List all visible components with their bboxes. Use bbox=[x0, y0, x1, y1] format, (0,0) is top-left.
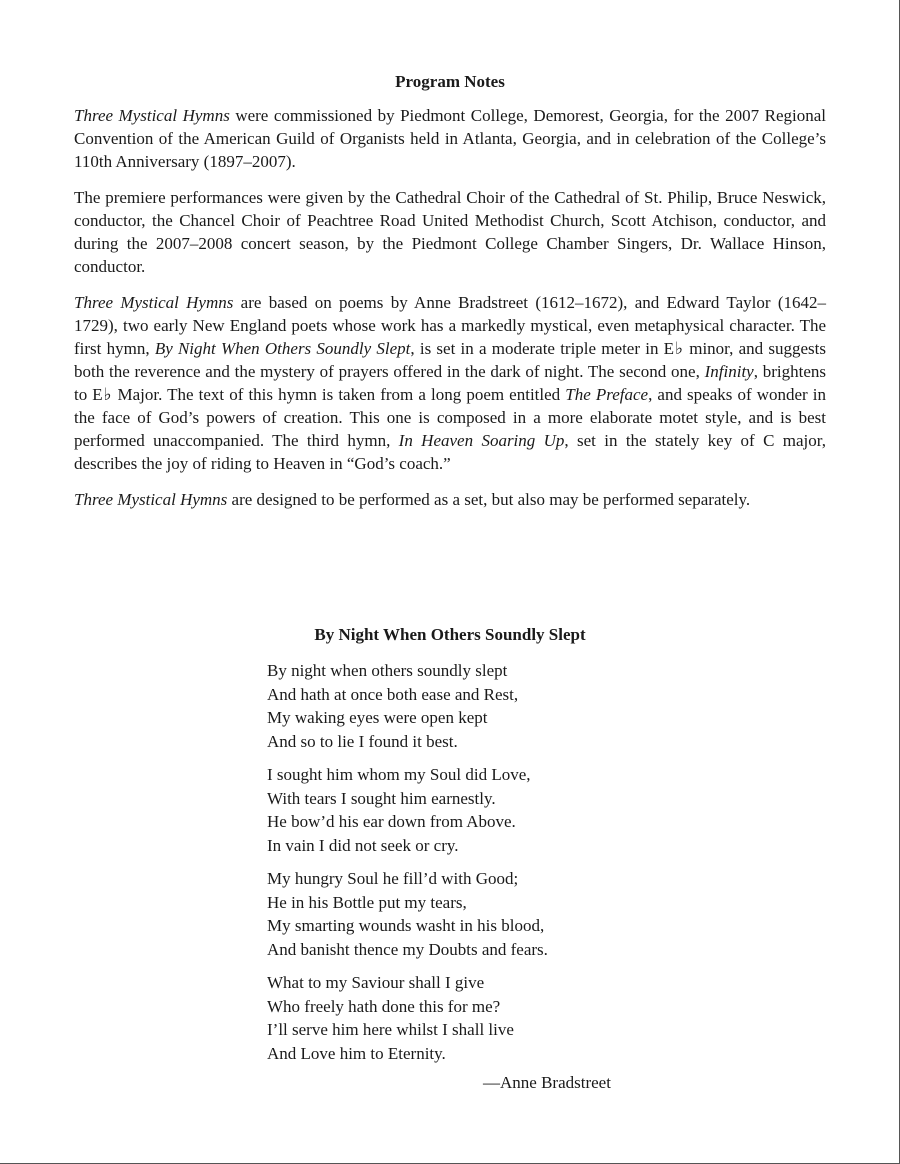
stanza bbox=[267, 971, 667, 1065]
hymn-title: In Heaven Soaring Up bbox=[398, 431, 565, 450]
notes-paragraph-3: Three Mystical Hymns are based on poems by Anne Bradstreet (1612–1672), and Edward Taylor (1642–1729), two early New England poets whose work has a markedly mystical, even metaphysical character. The first hymn, By Night When Others Soundly Slept, is set in a moderate triple meter in E♭ minor, and suggests both the reverence and the mystery of prayers offered in the dark of night. The second one, Infinity, brightens to E♭ Major. The text of this hymn is taken from a long poem entitled The Preface, and speaks of wonder in the face of God’s powers of creation. This one is composed in a more elaborate motet style, and is best performed unaccompanied. The third hymn, In Heaven Soaring Up, set in the stately key of C major, describes the joy of riding to Heaven in “God’s coach.” bbox=[74, 293, 827, 473]
poem-line: My smarting wounds washt in his blood, bbox=[267, 916, 545, 935]
poem-title: By Night When Others Soundly Slept bbox=[314, 625, 586, 644]
stanza bbox=[267, 659, 667, 753]
notes-paragraph-2: The premiere performances were given by the Cathedral Choir of the Cathedral of St. Philip, Bruce Neswick, conductor, the Chancel Choir of Peachtree Road United Methodist Church, Scott Atchison, conductor, and during the 2007–2008 concert season, by the Piedmont College Chamber Singers, Dr. Wallace Hinson, conductor. bbox=[74, 188, 826, 276]
work-title: Three Mystical Hymns bbox=[74, 106, 230, 125]
stanza bbox=[267, 867, 667, 961]
poem-line: With tears I sought him earnestly. bbox=[267, 788, 496, 808]
hymn-title: By Night When Others Soundly Slept bbox=[154, 339, 411, 358]
poem-line: I sought him whom my Soul did Love, bbox=[267, 765, 531, 784]
poem-line: Who freely hath done this for me? bbox=[267, 996, 501, 1016]
poem-line: He in his Bottle put my tears, bbox=[267, 892, 467, 912]
poem-attribution: —Anne Bradstreet bbox=[483, 1073, 611, 1092]
poem-line: By night when others soundly slept bbox=[267, 661, 508, 680]
stanza bbox=[267, 763, 667, 857]
poem-line: And Love him to Eternity. bbox=[267, 1043, 446, 1063]
poem-source-title: The Preface bbox=[565, 385, 649, 404]
poem-line: And hath at once both ease and Rest, bbox=[267, 684, 519, 704]
notes-paragraph-1: Three Mystical Hymns were commissioned by Piedmont College, Demorest, Georgia, for the 2007 Regional Convention of the American Guild of Organists held in Atlanta, Georgia, and in celebration of the College’s 110th Anniversary (1897–2007). bbox=[74, 106, 826, 171]
poem-line: I’ll serve him here whilst I shall live bbox=[267, 1020, 514, 1039]
work-title: Three Mystical Hymns bbox=[74, 490, 228, 509]
notes-paragraph-4: Three Mystical Hymns are designed to be performed as a set, but also may be performed separately. bbox=[74, 490, 751, 509]
poem-line: He bow’d his ear down from Above. bbox=[267, 812, 516, 831]
program-notes-section bbox=[74, 70, 826, 524]
poem-line: My waking eyes were open kept bbox=[267, 708, 488, 727]
hymn-title: Infinity bbox=[704, 362, 754, 381]
poem-line: And so to lie I found it best. bbox=[267, 731, 458, 751]
poem-line: What to my Saviour shall I give bbox=[267, 973, 485, 992]
program-notes-heading: Program Notes bbox=[395, 72, 505, 91]
poem-line: My hungry Soul he fill’d with Good; bbox=[267, 869, 519, 888]
poem-line: And banisht thence my Doubts and fears. bbox=[267, 939, 548, 959]
poem-line: In vain I did not seek or cry. bbox=[267, 835, 459, 855]
work-title: Three Mystical Hymns bbox=[74, 293, 234, 312]
poem-text bbox=[267, 659, 667, 1075]
